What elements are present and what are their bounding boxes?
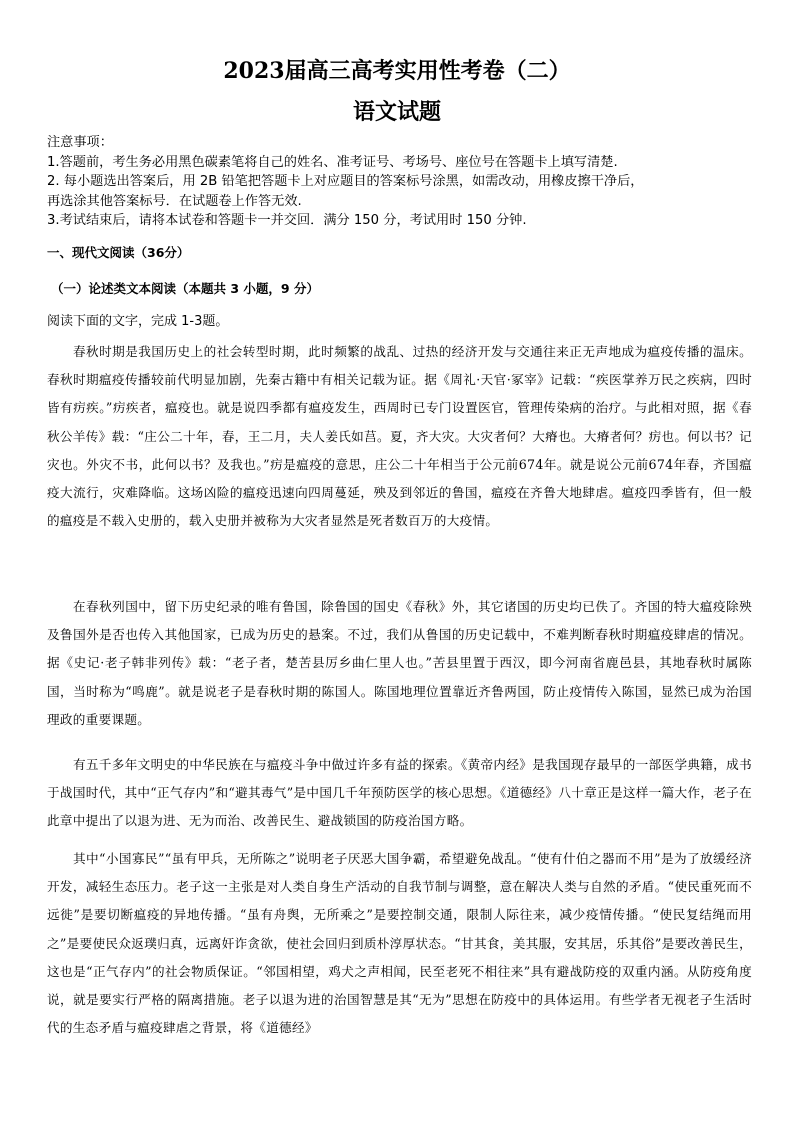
notes-item-3: 3.考试结束后，请将本试卷和答题卡一并交回．满分 150 分，考试用时 150 分钟. [47, 213, 527, 228]
passage-paragraph-3: 有五千多年文明史的中华民族在与瘟疫斗争中做过许多有益的探索。《黄帝内经》是我国现存最早的一部医学典籍，成书于战国时代，其中“正气存内”和“避其毒气”是中国几千年预防医学的核心思想。《道德经》八十章正是这样一篇大作，老子在此章中提出了以退为进、无为而治、改善民生、避战锁国的防疫治国方略。 [47, 757, 752, 829]
exam-title: 2023届高三高考实用性考卷（二） [223, 58, 571, 84]
exam-subtitle: 语文试题 [352, 99, 441, 125]
subsection-heading: （一）论述类文本阅读（本题共 3 小题，9 分） [51, 281, 319, 296]
notes-item-1: 1.答题前，考生务必用黑色碳素笔将自己的姓名、准考证号、考场号、座位号在答题卡上填写清楚. [47, 154, 618, 170]
notes-item-2b: 再选涂其他答案标号．在试题卷上作答无效. [47, 193, 302, 209]
section-heading: 一、现代文阅读（36分） [47, 245, 190, 260]
passage-paragraph-1: 春秋时期是我国历史上的社会转型时期，此时频繁的战乱、过热的经济开发与交通往来正无声地成为瘟疫传播的温床。春秋时期瘟疫传播较前代明显加剧，先秦古籍中有相关记载为证。据《周礼·天官·冢宰》记载：“疾医掌养万民之疾病，四时皆有疠疾。”疠疾者，瘟疫也。就是说四季都有瘟疫发生，西周时已专门设置医官，管理传染病的治疗。与此相对照，据《春秋公羊传》载：“庄公二十年，春，王二月，夫人姜氏如莒。夏，齐大灾。大灾者何？大瘠也。大瘠者何？疠也。何以书？记灾也。外灾不书，此何以书？及我也。”疠是瘟疫的意思，庄公二十年相当于公元前674年。就是说公元前674年春，齐国瘟疫大流行，灾难降临。这场凶险的瘟疫迅速向四周蔓延，殃及到邻近的鲁国，瘟疫在齐鲁大地肆虐。瘟疫四季皆有，但一般的瘟疫是不载入史册的，载入史册并被称为大灾者显然是死者数百万的大疫情。 [47, 344, 752, 529]
passage-paragraph-2: 在春秋列国中，留下历史纪录的唯有鲁国，除鲁国的国史《春秋》外，其它诸国的历史均已佚了。齐国的特大瘟疫除殃及鲁国外是否也传入其他国家，已成为历史的悬案。不过，我们从鲁国的历史记载中，不难判断春秋时期瘟疫肆虐的情况。据《史记·老子韩非列传》载：“老子者，楚苦县厉乡曲仁里人也。”苦县里置于西汉，即今河南省鹿邑县，其地春秋时属陈国，当时称为“鸣鹿”。就是说老子是春秋时期的陈国人。陈国地理位置靠近齐鲁两国，防止疫情传入陈国，显然已成为治国理政的重要课题。 [47, 599, 752, 727]
passage-paragraph-4: 其中“小国寡民”“虽有甲兵，无所陈之”说明老子厌恶大国争霸，希望避免战乱。“使有什伯之器而不用”是为了放缓经济开发，减轻生态压力。老子这一主张是对人类自身生产活动的自我节制与调整，意在解决人类与自然的矛盾。“使民重死而不远徙”是要切断瘟疫的异地传播。“虽有舟舆，无所乘之”是要控制交通，限制人际往来，减少疫情传播。“使民复结绳而用之”是要使民众返璞归真，远离奸诈贪欲，使社会回归到质朴淳厚状态。“甘其食，美其服，安其居，乐其俗”是要改善民生，这也是“正气存内”的社会物质保证。“邻国相望，鸡犬之声相闻，民至老死不相往来”具有避战防疫的双重内涵。从防疫角度说，就是要实行严格的隔离措施。老子以退为进的治国智慧是其“无为”思想在防疫中的具体运用。有些学者无视老子生活时代的生态矛盾与瘟疫肆虐之背景，将《道德经》 [47, 851, 752, 1036]
notes-block [47, 133, 757, 231]
notes-heading: 注意事项： [47, 135, 113, 150]
reading-instruction: 阅读下面的文字，完成 1-3题。 [47, 314, 229, 329]
notes-item-2a: 2. 每小题选出答案后，用 2B 铅笔把答题卡上对应题目的答案标号涂黑，如需改动，用橡皮擦干净后， [47, 174, 644, 189]
